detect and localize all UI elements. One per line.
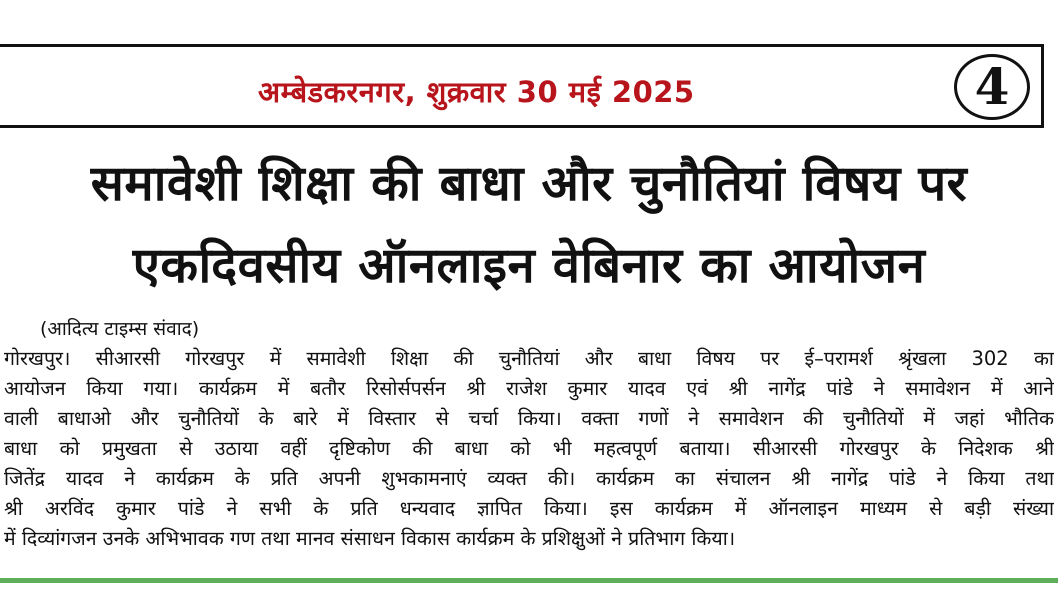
headline-line-2: एकदिवसीय ऑनलाइन वेबिनार का आयोजन: [132, 237, 926, 294]
body-line: वाली बाधाओ और चुनौतियों के बारे में विस्तार से चर्चा किया। वक्ता गणों ने समावेशन की चुनौतियों में जहां भौतिक: [4, 407, 1054, 430]
body-line: बाधा को प्रमुखता से उठाया वहीं दृष्टिकोण की बाधा को भी महत्वपूर्ण बताया। सीआरसी गोरखपुर के निदेशक श्री: [4, 437, 1054, 460]
article-body: [4, 344, 1054, 554]
body-line: जितेंद्र यादव ने कार्यक्रम के प्रति अपनी शुभकामनाएं व्यक्त की। कार्यक्रम का संचालन श्री नागेंद्र पांडे ने किया तथा: [4, 467, 1054, 490]
body-line: में दिव्यांगजन उनके अभिभावक गण तथा मानव संसाधन विकास कार्यक्रम के प्रशिक्षुओं ने प्रतिभाग किया।: [4, 527, 736, 550]
body-line: आयोजन किया गया। कार्यक्रम में बतौर रिसोर्सपर्सन श्री राजेश कुमार यादव एवं श्री नागेंद्र पांडे ने समावेशन में आने: [4, 377, 1054, 400]
body-line: श्री अरविंद कुमार पांडे ने सभी के प्रति धन्यवाद ज्ञापित किया। इस कार्यक्रम में ऑनलाइन माध्यम से बड़ी संख्या: [4, 497, 1054, 520]
headline-line-1: समावेशी शिक्षा की बाधा और चुनौतियां विषय पर: [90, 155, 968, 212]
news-source-credit: (आदित्य टाइम्स संवाद): [40, 318, 200, 340]
body-line: गोरखपुर। सीआरसी गोरखपुर में समावेशी शिक्षा की चुनौतियां और बाधा विषय पर ई–परामर्श श्रृंखला 302 का: [4, 347, 1054, 370]
bottom-divider: [0, 578, 1058, 583]
page-number-badge: 4: [954, 54, 1030, 120]
dateline: अम्बेडकरनगर, शुक्रवार 30 मई 2025: [258, 75, 695, 109]
